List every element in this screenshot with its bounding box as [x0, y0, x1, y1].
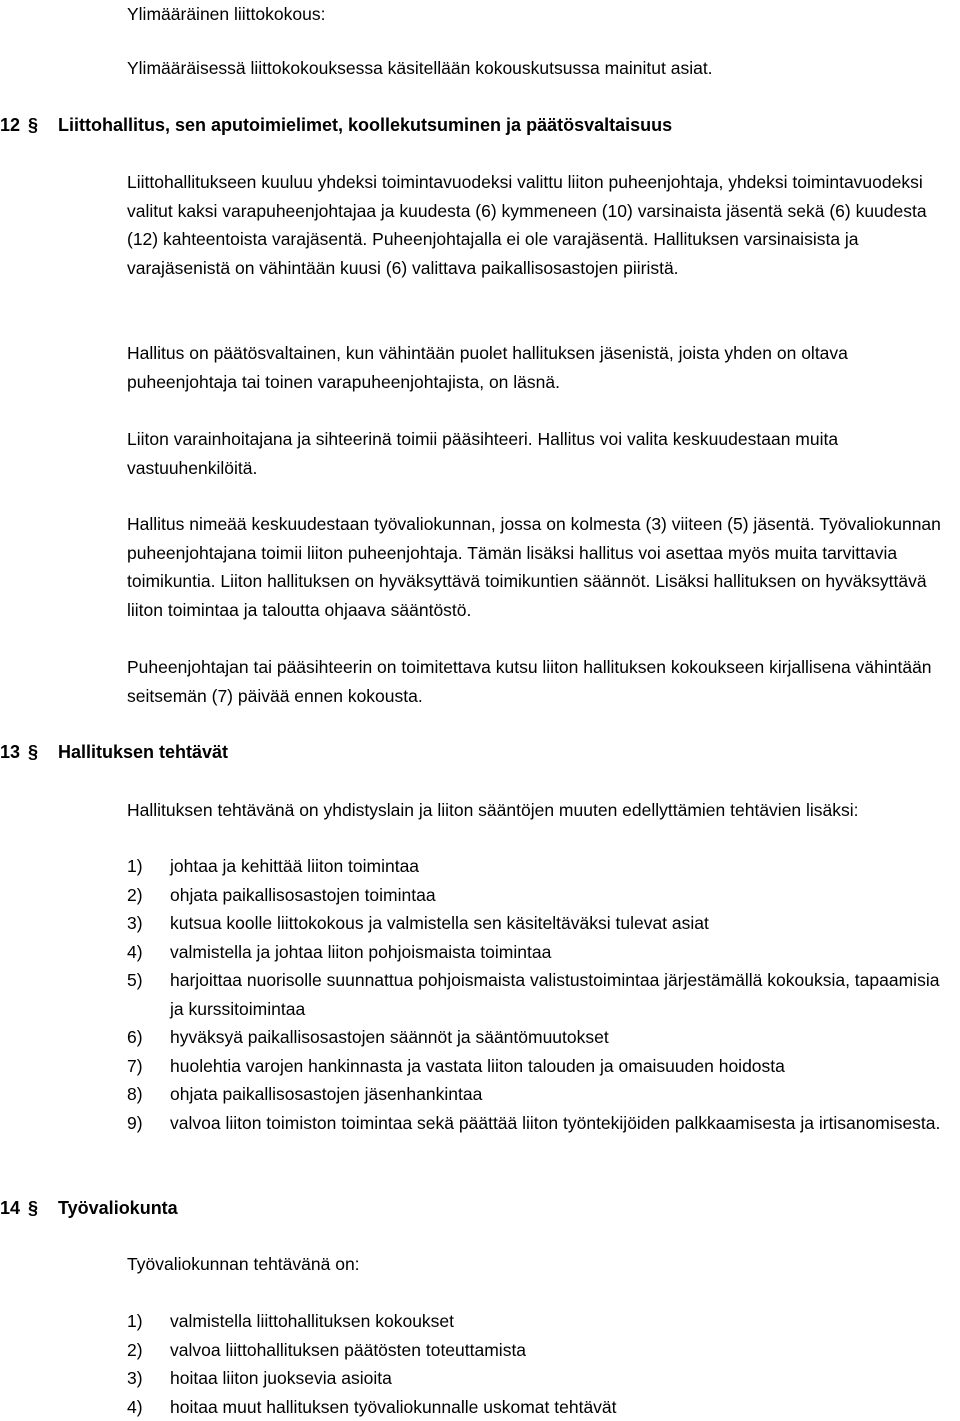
s14-task-list	[127, 1307, 953, 1421]
section-number: 14	[0, 1198, 21, 1218]
section-title: Liittohallitus, sen aputoimielimet, koollekutsuminen ja päätösvaltaisuus	[58, 115, 673, 135]
list-item: 4) valmistella ja johtaa liiton pohjoismaista toimintaa	[127, 941, 552, 962]
section-symbol: §	[28, 115, 39, 135]
section-number: 13	[0, 742, 21, 762]
section-12-heading	[0, 111, 672, 140]
section-symbol: §	[28, 1198, 39, 1218]
list-item: 2) valvoa liittohallituksen päätösten toteuttamista	[127, 1339, 527, 1360]
list-item: 6) hyväksyä paikallisosastojen säännöt ja sääntömuutokset	[127, 1027, 609, 1047]
s12-paragraph-2: Hallitus on päätösvaltainen, kun vähintään puolet hallituksen jäsenistä, joista yhden on oltava puheenjohtaja tai toinen varapuheenjohtajista, on läsnä.	[127, 343, 848, 392]
s12-paragraph-1: Liittohallitukseen kuuluu yhdeksi toimintavuodeksi valittu liiton puheenjohtaja, yhdeksi toimintavuodeksi valitut kaksi varapuheenjohtajaa ja kuudesta (6) kymmeneen (10) varsinaista jäsentä sekä (6) kuudesta (12) kahteentoista varajäsentä. Puheenjohtajalla ei ole varajäsentä. Hallituksen varsinaisista ja varajäsenistä on vähintään kuusi (6) valittava paikallisosastojen piiristä.	[127, 172, 927, 278]
list-item: 8) ohjata paikallisosastojen jäsenhankintaa	[127, 1084, 483, 1104]
section-title: Työvaliokunta	[58, 1198, 178, 1218]
list-item: 7) huolehtia varojen hankinnasta ja vastata liiton talouden ja omaisuuden hoidosta	[127, 1055, 785, 1076]
s12-paragraph-3: Liiton varainhoitajana ja sihteerinä toimii pääsihteeri. Hallitus voi valita keskuudestaan muita vastuuhenkilöitä.	[127, 429, 839, 478]
s12-paragraph-5: Puheenjohtajan tai pääsihteerin on toimitettava kutsu liiton hallituksen kokoukseen kirjallisena vähintään seitsemän (7) päivää ennen kokousta.	[127, 657, 932, 706]
section-number: 12	[0, 115, 21, 135]
section-14-heading	[0, 1194, 178, 1223]
list-item: 3) hoitaa liiton juoksevia asioita	[127, 1368, 392, 1388]
list-item: 1) johtaa ja kehittää liiton toimintaa	[127, 856, 420, 876]
intro-title: Ylimääräinen liittokokous:	[127, 4, 326, 24]
list-item: 3) kutsua koolle liittokokous ja valmistella sen käsiteltäväksi tulevat asiat	[127, 913, 709, 933]
section-title: Hallituksen tehtävät	[58, 742, 229, 762]
list-item: 4) hoitaa muut hallituksen työvaliokunnalle uskomat tehtävät	[127, 1396, 617, 1417]
list-item: 9) valvoa liiton toimiston toimintaa sekä päättää liiton työntekijöiden palkkaamisesta ja irtisanomisesta.	[127, 1112, 941, 1133]
list-item: 1) valmistella liittohallituksen kokoukset	[127, 1311, 455, 1331]
section-13-heading	[0, 738, 228, 767]
s13-intro: Hallituksen tehtävänä on yhdistyslain ja liiton sääntöjen muuten edellyttämien tehtävien lisäksi:	[127, 800, 859, 820]
s12-paragraph-4: Hallitus nimeää keskuudestaan työvaliokunnan, jossa on kolmesta (3) viiteen (5) jäsentä. Työvaliokunnan puheenjohtajana toimii liiton puheenjohtaja. Tämän lisäksi hallitus voi asettaa myös muita tarvittavia toimikuntia. Liiton hallituksen on hyväksyttävä toimikuntien säännöt. Lisäksi hallituksen on hyväksyttävä liiton toimintaa ja taloutta ohjaava sääntöstö.	[127, 514, 941, 620]
intro-text: Ylimääräisessä liittokokouksessa käsitellään kokouskutsussa mainitut asiat.	[127, 58, 713, 78]
section-symbol: §	[28, 742, 39, 762]
s13-task-list	[127, 852, 953, 1137]
list-item: 5) harjoittaa nuorisolle suunnattua pohjoismaista valistustoimintaa järjestämällä kokouksia, tapaamisia ja kurssitoimintaa	[127, 970, 940, 1019]
list-item: 2) ohjata paikallisosastojen toimintaa	[127, 884, 436, 905]
s14-intro: Työvaliokunnan tehtävänä on:	[127, 1254, 360, 1274]
